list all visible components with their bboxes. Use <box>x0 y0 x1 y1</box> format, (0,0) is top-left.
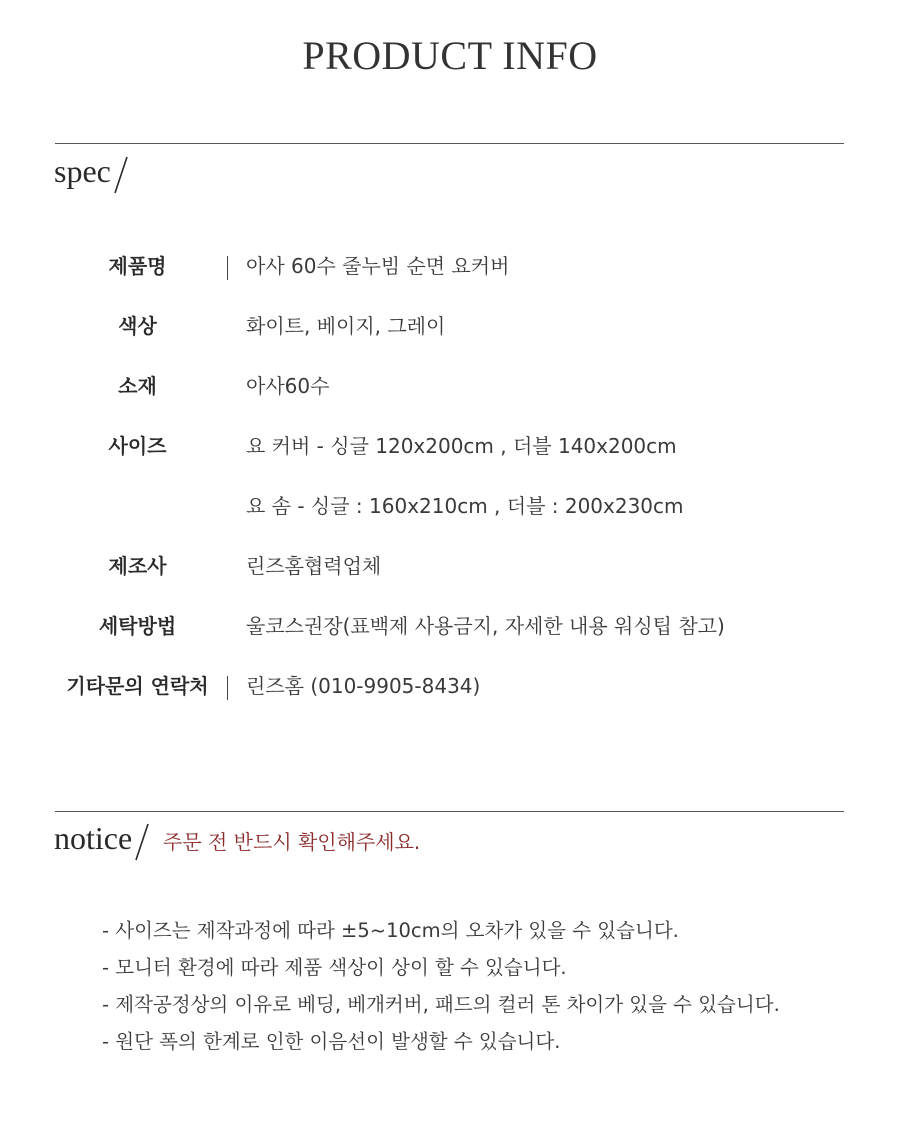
spec-value: 린즈홈협력업체 <box>246 554 382 578</box>
spec-value: 화이트, 베이지, 그레이 <box>246 314 446 338</box>
spec-label: 제품명 <box>108 254 167 278</box>
spec-label: 제조사 <box>108 554 167 578</box>
notice-heading <box>54 820 151 864</box>
spec-row <box>0 424 900 484</box>
spec-label: 소재 <box>118 374 157 398</box>
spec-heading-text: spec <box>54 153 111 189</box>
spec-separator <box>227 676 228 700</box>
spec-value: 울코스권장(표백제 사용금지, 자세한 내용 워싱팁 참고) <box>246 614 725 638</box>
top-divider <box>55 143 844 144</box>
spec-label: 세탁방법 <box>98 614 177 638</box>
spec-value: 아사60수 <box>246 374 330 398</box>
spec-row <box>0 604 900 664</box>
spec-row <box>0 244 900 304</box>
spec-value: 요 솜 - 싱글 : 160x210cm , 더블 : 200x230cm <box>246 494 684 518</box>
notice-item: - 제작공정상의 이유로 베딩, 베개커버, 패드의 컬러 톤 차이가 있을 수 있습니다. <box>102 993 780 1016</box>
page-title: PRODUCT INFO <box>302 33 598 78</box>
spec-label: 사이즈 <box>108 434 167 458</box>
middle-divider <box>55 811 844 812</box>
spec-separator <box>227 256 228 280</box>
spec-value: 아사 60수 줄누빔 순면 요커버 <box>246 254 510 278</box>
slash-mark <box>112 153 130 197</box>
spec-row <box>0 364 900 424</box>
spec-value: 요 커버 - 싱글 120x200cm , 더블 140x200cm <box>246 434 677 458</box>
spec-table <box>0 244 900 724</box>
notice-list <box>102 915 780 1063</box>
spec-value: 린즈홈 (010-9905-8434) <box>246 674 481 698</box>
spec-row <box>0 544 900 604</box>
spec-label: 색상 <box>118 314 157 338</box>
notice-heading-text: notice <box>54 820 133 856</box>
spec-heading <box>54 153 130 197</box>
spec-row <box>0 664 900 724</box>
slash-mark <box>133 820 151 864</box>
spec-row <box>0 304 900 364</box>
notice-item: - 원단 폭의 한계로 인한 이음선이 발생할 수 있습니다. <box>102 1030 561 1053</box>
spec-label: 기타문의 연락처 <box>66 674 209 698</box>
notice-warning: 주문 전 반드시 확인해주세요. <box>163 830 421 854</box>
notice-item: - 모니터 환경에 따라 제품 색상이 상이 할 수 있습니다. <box>102 956 567 979</box>
spec-row <box>0 484 900 544</box>
notice-item: - 사이즈는 제작과정에 따라 ±5~10cm의 오차가 있을 수 있습니다. <box>102 919 679 942</box>
